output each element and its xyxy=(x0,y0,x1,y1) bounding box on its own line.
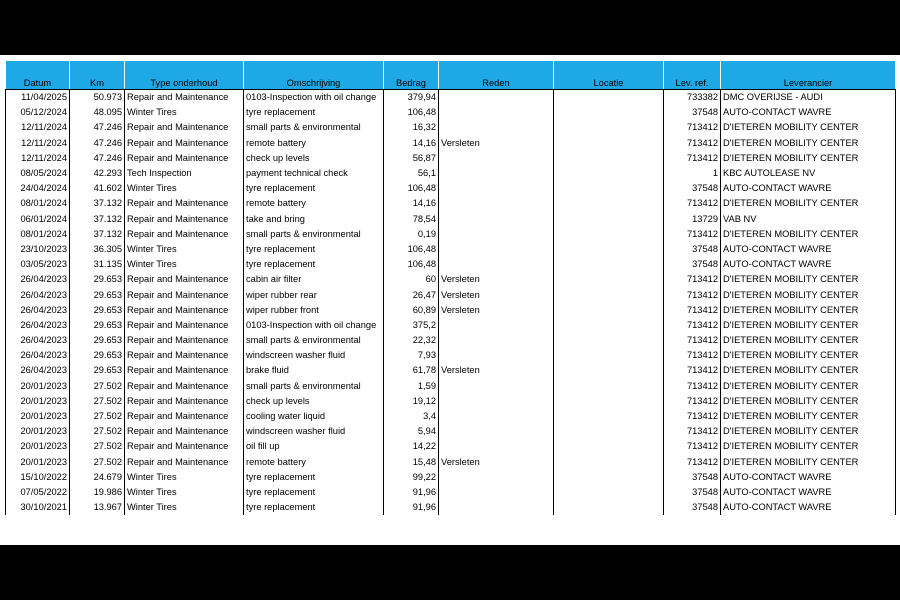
cell-bedrag[interactable]: 0,19 xyxy=(384,227,439,242)
cell-datum[interactable]: 26/04/2023 xyxy=(6,363,70,378)
cell-km[interactable]: 42.293 xyxy=(70,166,125,181)
cell-type-onderhoud[interactable]: Repair and Maintenance xyxy=(125,318,244,333)
cell-km[interactable]: 27.502 xyxy=(70,379,125,394)
cell-locatie[interactable] xyxy=(554,287,664,302)
cell-lev-ref[interactable]: 713412 xyxy=(664,136,721,151)
cell-omschrijving[interactable]: cabin air filter xyxy=(244,272,384,287)
table-row xyxy=(6,105,896,120)
cell-km[interactable]: 29.653 xyxy=(70,287,125,302)
cell-leverancier[interactable]: VAB NV xyxy=(721,212,896,227)
cell-locatie[interactable] xyxy=(554,394,664,409)
cell-lev-ref[interactable]: 713412 xyxy=(664,227,721,242)
maintenance-sheet xyxy=(0,55,900,545)
cell-bedrag[interactable]: 14,22 xyxy=(384,439,439,454)
table-row xyxy=(6,363,896,378)
cell-lev-ref[interactable]: 713412 xyxy=(664,151,721,166)
cell-omschrijving[interactable]: small parts & environmental xyxy=(244,379,384,394)
cell-type-onderhoud[interactable]: Repair and Maintenance xyxy=(125,439,244,454)
cell-type-onderhoud[interactable]: Repair and Maintenance xyxy=(125,303,244,318)
cell-reden[interactable] xyxy=(439,181,554,196)
cell-leverancier[interactable]: KBC AUTOLEASE NV xyxy=(721,166,896,181)
cell-bedrag[interactable]: 61,78 xyxy=(384,363,439,378)
cell-type-onderhoud[interactable]: Winter Tires xyxy=(125,257,244,272)
cell-datum[interactable]: 08/01/2024 xyxy=(6,227,70,242)
cell-reden[interactable] xyxy=(439,409,554,424)
cell-bedrag[interactable]: 60,89 xyxy=(384,303,439,318)
cell-datum[interactable]: 12/11/2024 xyxy=(6,151,70,166)
cell-leverancier[interactable]: D'IETEREN MOBILITY CENTER xyxy=(721,333,896,348)
cell-bedrag[interactable]: 106,48 xyxy=(384,242,439,257)
cell-reden[interactable] xyxy=(439,227,554,242)
maintenance-table xyxy=(5,60,896,515)
cell-omschrijving[interactable]: tyre replacement xyxy=(244,181,384,196)
cell-lev-ref[interactable]: 13729 xyxy=(664,212,721,227)
cell-km[interactable]: 27.502 xyxy=(70,394,125,409)
cell-lev-ref[interactable]: 713412 xyxy=(664,348,721,363)
cell-datum[interactable]: 26/04/2023 xyxy=(6,287,70,302)
cell-lev-ref[interactable]: 713412 xyxy=(664,333,721,348)
cell-bedrag[interactable]: 1,59 xyxy=(384,379,439,394)
cell-locatie[interactable] xyxy=(554,470,664,485)
cell-bedrag[interactable]: 7,93 xyxy=(384,348,439,363)
cell-reden[interactable] xyxy=(439,257,554,272)
cell-type-onderhoud[interactable]: Winter Tires xyxy=(125,181,244,196)
table-row xyxy=(6,181,896,196)
cell-bedrag[interactable]: 375,2 xyxy=(384,318,439,333)
cell-reden[interactable]: Versleten xyxy=(439,136,554,151)
cell-omschrijving[interactable]: windscreen washer fluid xyxy=(244,424,384,439)
table-row xyxy=(6,439,896,454)
cell-leverancier[interactable]: D'IETEREN MOBILITY CENTER xyxy=(721,409,896,424)
table-row xyxy=(6,379,896,394)
table-row xyxy=(6,257,896,272)
cell-leverancier[interactable]: D'IETEREN MOBILITY CENTER xyxy=(721,363,896,378)
cell-leverancier[interactable]: AUTO-CONTACT WAVRE xyxy=(721,500,896,515)
cell-locatie[interactable] xyxy=(554,455,664,470)
cell-reden[interactable] xyxy=(439,120,554,135)
cell-lev-ref[interactable]: 713412 xyxy=(664,120,721,135)
table-row xyxy=(6,455,896,470)
cell-datum[interactable]: 05/12/2024 xyxy=(6,105,70,120)
cell-leverancier[interactable]: AUTO-CONTACT WAVRE xyxy=(721,485,896,500)
cell-datum[interactable]: 20/01/2023 xyxy=(6,379,70,394)
cell-omschrijving[interactable]: brake fluid xyxy=(244,363,384,378)
cell-km[interactable]: 27.502 xyxy=(70,455,125,470)
column-header-leverancier[interactable]: Leverancier xyxy=(721,61,896,90)
cell-bedrag[interactable]: 56,87 xyxy=(384,151,439,166)
cell-locatie[interactable] xyxy=(554,409,664,424)
cell-locatie[interactable] xyxy=(554,348,664,363)
cell-lev-ref[interactable]: 713412 xyxy=(664,394,721,409)
cell-omschrijving[interactable]: remote battery xyxy=(244,455,384,470)
cell-type-onderhoud[interactable]: Repair and Maintenance xyxy=(125,455,244,470)
cell-leverancier[interactable]: D'IETEREN MOBILITY CENTER xyxy=(721,394,896,409)
cell-lev-ref[interactable]: 713412 xyxy=(664,303,721,318)
cell-locatie[interactable] xyxy=(554,272,664,287)
cell-omschrijving[interactable]: small parts & environmental xyxy=(244,120,384,135)
cell-locatie[interactable] xyxy=(554,90,664,106)
column-header-datum[interactable]: Datum xyxy=(6,61,70,90)
cell-datum[interactable]: 08/05/2024 xyxy=(6,166,70,181)
cell-omschrijving[interactable]: cooling water liquid xyxy=(244,409,384,424)
cell-datum[interactable]: 12/11/2024 xyxy=(6,120,70,135)
cell-km[interactable]: 27.502 xyxy=(70,424,125,439)
cell-reden[interactable]: Versleten xyxy=(439,363,554,378)
cell-type-onderhoud[interactable]: Repair and Maintenance xyxy=(125,272,244,287)
cell-type-onderhoud[interactable]: Tech Inspection xyxy=(125,166,244,181)
cell-lev-ref[interactable]: 37548 xyxy=(664,257,721,272)
cell-omschrijving[interactable]: wiper rubber rear xyxy=(244,287,384,302)
cell-leverancier[interactable]: DMC OVERIJSE - AUDI xyxy=(721,90,896,106)
cell-bedrag[interactable]: 14,16 xyxy=(384,136,439,151)
cell-type-onderhoud[interactable]: Repair and Maintenance xyxy=(125,409,244,424)
cell-reden[interactable] xyxy=(439,485,554,500)
column-header-omschrijving[interactable]: Omschrijving xyxy=(244,61,384,90)
cell-datum[interactable]: 20/01/2023 xyxy=(6,394,70,409)
cell-km[interactable]: 19.986 xyxy=(70,485,125,500)
cell-omschrijving[interactable]: tyre replacement xyxy=(244,257,384,272)
cell-type-onderhoud[interactable]: Repair and Maintenance xyxy=(125,287,244,302)
cell-bedrag[interactable]: 106,48 xyxy=(384,105,439,120)
cell-bedrag[interactable]: 91,96 xyxy=(384,500,439,515)
cell-leverancier[interactable]: AUTO-CONTACT WAVRE xyxy=(721,470,896,485)
cell-omschrijving[interactable]: remote battery xyxy=(244,136,384,151)
cell-type-onderhoud[interactable]: Repair and Maintenance xyxy=(125,212,244,227)
cell-bedrag[interactable]: 26,47 xyxy=(384,287,439,302)
cell-reden[interactable] xyxy=(439,105,554,120)
cell-leverancier[interactable]: D'IETEREN MOBILITY CENTER xyxy=(721,120,896,135)
cell-km[interactable]: 37.132 xyxy=(70,227,125,242)
table-row xyxy=(6,333,896,348)
cell-leverancier[interactable]: D'IETEREN MOBILITY CENTER xyxy=(721,303,896,318)
cell-type-onderhoud[interactable]: Repair and Maintenance xyxy=(125,394,244,409)
cell-reden[interactable] xyxy=(439,439,554,454)
cell-lev-ref[interactable]: 713412 xyxy=(664,439,721,454)
cell-omschrijving[interactable]: check up levels xyxy=(244,151,384,166)
cell-leverancier[interactable]: D'IETEREN MOBILITY CENTER xyxy=(721,196,896,211)
table-row xyxy=(6,318,896,333)
cell-reden[interactable] xyxy=(439,500,554,515)
cell-lev-ref[interactable]: 713412 xyxy=(664,409,721,424)
cell-km[interactable]: 13.967 xyxy=(70,500,125,515)
cell-type-onderhoud[interactable]: Repair and Maintenance xyxy=(125,379,244,394)
cell-type-onderhoud[interactable]: Repair and Maintenance xyxy=(125,196,244,211)
cell-lev-ref[interactable]: 37548 xyxy=(664,242,721,257)
cell-lev-ref[interactable]: 37548 xyxy=(664,500,721,515)
cell-reden[interactable] xyxy=(439,318,554,333)
cell-bedrag[interactable]: 106,48 xyxy=(384,181,439,196)
cell-leverancier[interactable]: D'IETEREN MOBILITY CENTER xyxy=(721,424,896,439)
cell-locatie[interactable] xyxy=(554,242,664,257)
cell-type-onderhoud[interactable]: Winter Tires xyxy=(125,470,244,485)
cell-reden[interactable] xyxy=(439,242,554,257)
table-row xyxy=(6,500,896,515)
cell-lev-ref[interactable]: 713412 xyxy=(664,272,721,287)
cell-omschrijving[interactable]: payment technical check xyxy=(244,166,384,181)
cell-locatie[interactable] xyxy=(554,379,664,394)
cell-km[interactable]: 24.679 xyxy=(70,470,125,485)
cell-locatie[interactable] xyxy=(554,363,664,378)
cell-datum[interactable]: 06/01/2024 xyxy=(6,212,70,227)
table-row xyxy=(6,90,896,106)
cell-omschrijving[interactable]: small parts & environmental xyxy=(244,333,384,348)
cell-km[interactable]: 50.973 xyxy=(70,90,125,106)
cell-reden[interactable] xyxy=(439,212,554,227)
cell-datum[interactable]: 30/10/2021 xyxy=(6,500,70,515)
cell-type-onderhoud[interactable]: Repair and Maintenance xyxy=(125,90,244,106)
cell-locatie[interactable] xyxy=(554,196,664,211)
cell-leverancier[interactable]: AUTO-CONTACT WAVRE xyxy=(721,242,896,257)
cell-locatie[interactable] xyxy=(554,166,664,181)
cell-km[interactable]: 47.246 xyxy=(70,136,125,151)
cell-omschrijving[interactable]: small parts & environmental xyxy=(244,227,384,242)
cell-locatie[interactable] xyxy=(554,151,664,166)
cell-leverancier[interactable]: D'IETEREN MOBILITY CENTER xyxy=(721,348,896,363)
table-row xyxy=(6,196,896,211)
cell-bedrag[interactable]: 56,1 xyxy=(384,166,439,181)
cell-locatie[interactable] xyxy=(554,136,664,151)
cell-bedrag[interactable]: 91,96 xyxy=(384,485,439,500)
cell-omschrijving[interactable]: tyre replacement xyxy=(244,242,384,257)
cell-omschrijving[interactable]: 0103-Inspection with oil change xyxy=(244,90,384,106)
cell-bedrag[interactable]: 60 xyxy=(384,272,439,287)
cell-datum[interactable]: 20/01/2023 xyxy=(6,439,70,454)
cell-leverancier[interactable]: D'IETEREN MOBILITY CENTER xyxy=(721,439,896,454)
cell-km[interactable]: 29.653 xyxy=(70,303,125,318)
cell-bedrag[interactable]: 99,22 xyxy=(384,470,439,485)
cell-type-onderhoud[interactable]: Winter Tires xyxy=(125,105,244,120)
cell-type-onderhoud[interactable]: Repair and Maintenance xyxy=(125,333,244,348)
table-row xyxy=(6,227,896,242)
cell-locatie[interactable] xyxy=(554,333,664,348)
cell-lev-ref[interactable]: 713412 xyxy=(664,196,721,211)
cell-km[interactable]: 41.602 xyxy=(70,181,125,196)
cell-omschrijving[interactable]: take and bring xyxy=(244,212,384,227)
cell-bedrag[interactable]: 78,54 xyxy=(384,212,439,227)
cell-reden[interactable] xyxy=(439,196,554,211)
cell-locatie[interactable] xyxy=(554,105,664,120)
cell-reden[interactable] xyxy=(439,348,554,363)
cell-reden[interactable]: Versleten xyxy=(439,272,554,287)
column-header-reden[interactable]: Reden xyxy=(439,61,554,90)
cell-reden[interactable] xyxy=(439,151,554,166)
column-header-locatie[interactable]: Locatie xyxy=(554,61,664,90)
cell-omschrijving[interactable]: tyre replacement xyxy=(244,105,384,120)
cell-reden[interactable] xyxy=(439,333,554,348)
cell-datum[interactable]: 26/04/2023 xyxy=(6,272,70,287)
cell-omschrijving[interactable]: oil fill up xyxy=(244,439,384,454)
cell-locatie[interactable] xyxy=(554,424,664,439)
cell-type-onderhoud[interactable]: Repair and Maintenance xyxy=(125,227,244,242)
table-row xyxy=(6,470,896,485)
table-body xyxy=(6,90,896,516)
cell-bedrag[interactable]: 5,94 xyxy=(384,424,439,439)
cell-leverancier[interactable]: AUTO-CONTACT WAVRE xyxy=(721,105,896,120)
cell-type-onderhoud[interactable]: Repair and Maintenance xyxy=(125,136,244,151)
cell-type-onderhoud[interactable]: Winter Tires xyxy=(125,485,244,500)
table-header-row xyxy=(6,61,896,90)
cell-lev-ref[interactable]: 713412 xyxy=(664,318,721,333)
table-row xyxy=(6,485,896,500)
cell-leverancier[interactable]: D'IETEREN MOBILITY CENTER xyxy=(721,287,896,302)
cell-locatie[interactable] xyxy=(554,485,664,500)
cell-datum[interactable]: 23/10/2023 xyxy=(6,242,70,257)
cell-lev-ref[interactable]: 713412 xyxy=(664,363,721,378)
cell-lev-ref[interactable]: 37548 xyxy=(664,181,721,196)
cell-km[interactable]: 37.132 xyxy=(70,212,125,227)
cell-lev-ref[interactable]: 1 xyxy=(664,166,721,181)
cell-omschrijving[interactable]: windscreen washer fluid xyxy=(244,348,384,363)
cell-type-onderhoud[interactable]: Repair and Maintenance xyxy=(125,348,244,363)
cell-leverancier[interactable]: D'IETEREN MOBILITY CENTER xyxy=(721,136,896,151)
cell-reden[interactable] xyxy=(439,379,554,394)
cell-type-onderhoud[interactable]: Repair and Maintenance xyxy=(125,363,244,378)
cell-lev-ref[interactable]: 37548 xyxy=(664,485,721,500)
table-row xyxy=(6,272,896,287)
cell-datum[interactable]: 26/04/2023 xyxy=(6,348,70,363)
cell-omschrijving[interactable]: wiper rubber front xyxy=(244,303,384,318)
cell-type-onderhoud[interactable]: Repair and Maintenance xyxy=(125,424,244,439)
cell-datum[interactable]: 11/04/2025 xyxy=(6,90,70,106)
cell-datum[interactable]: 24/04/2024 xyxy=(6,181,70,196)
column-header-bedrag[interactable]: Bedrag xyxy=(384,61,439,90)
table-row xyxy=(6,394,896,409)
cell-reden[interactable] xyxy=(439,470,554,485)
cell-datum[interactable]: 20/01/2023 xyxy=(6,409,70,424)
cell-km[interactable]: 48.095 xyxy=(70,105,125,120)
column-header-lev-ref[interactable]: Lev. ref. xyxy=(664,61,721,90)
cell-datum[interactable]: 26/04/2023 xyxy=(6,303,70,318)
cell-locatie[interactable] xyxy=(554,318,664,333)
cell-leverancier[interactable]: D'IETEREN MOBILITY CENTER xyxy=(721,151,896,166)
cell-type-onderhoud[interactable]: Repair and Maintenance xyxy=(125,120,244,135)
table-row xyxy=(6,303,896,318)
cell-omschrijving[interactable]: remote battery xyxy=(244,196,384,211)
cell-km[interactable]: 29.653 xyxy=(70,272,125,287)
cell-bedrag[interactable]: 14,16 xyxy=(384,196,439,211)
cell-lev-ref[interactable]: 37548 xyxy=(664,105,721,120)
cell-omschrijving[interactable]: tyre replacement xyxy=(244,470,384,485)
table-row xyxy=(6,242,896,257)
column-header-type-onderhoud[interactable]: Type onderhoud xyxy=(125,61,244,90)
cell-lev-ref[interactable]: 713412 xyxy=(664,379,721,394)
cell-leverancier[interactable]: D'IETEREN MOBILITY CENTER xyxy=(721,318,896,333)
cell-datum[interactable]: 20/01/2023 xyxy=(6,424,70,439)
cell-reden[interactable] xyxy=(439,90,554,106)
cell-bedrag[interactable]: 379,94 xyxy=(384,90,439,106)
cell-lev-ref[interactable]: 713412 xyxy=(664,455,721,470)
cell-type-onderhoud[interactable]: Winter Tires xyxy=(125,242,244,257)
cell-datum[interactable]: 26/04/2023 xyxy=(6,333,70,348)
cell-locatie[interactable] xyxy=(554,257,664,272)
cell-omschrijving[interactable]: tyre replacement xyxy=(244,500,384,515)
cell-locatie[interactable] xyxy=(554,181,664,196)
cell-km[interactable]: 47.246 xyxy=(70,120,125,135)
cell-locatie[interactable] xyxy=(554,500,664,515)
cell-leverancier[interactable]: D'IETEREN MOBILITY CENTER xyxy=(721,272,896,287)
cell-omschrijving[interactable]: 0103-Inspection with oil change xyxy=(244,318,384,333)
cell-type-onderhoud[interactable]: Winter Tires xyxy=(125,500,244,515)
cell-datum[interactable]: 03/05/2023 xyxy=(6,257,70,272)
table-row xyxy=(6,409,896,424)
cell-datum[interactable]: 12/11/2024 xyxy=(6,136,70,151)
cell-locatie[interactable] xyxy=(554,212,664,227)
cell-lev-ref[interactable]: 733382 xyxy=(664,90,721,106)
table-row xyxy=(6,136,896,151)
cell-omschrijving[interactable]: check up levels xyxy=(244,394,384,409)
table-row xyxy=(6,348,896,363)
cell-leverancier[interactable]: D'IETEREN MOBILITY CENTER xyxy=(721,379,896,394)
cell-locatie[interactable] xyxy=(554,303,664,318)
table-row xyxy=(6,287,896,302)
cell-lev-ref[interactable]: 713412 xyxy=(664,287,721,302)
cell-datum[interactable]: 07/05/2022 xyxy=(6,485,70,500)
cell-km[interactable]: 27.502 xyxy=(70,409,125,424)
cell-datum[interactable]: 20/01/2023 xyxy=(6,455,70,470)
cell-datum[interactable]: 15/10/2022 xyxy=(6,470,70,485)
cell-leverancier[interactable]: AUTO-CONTACT WAVRE xyxy=(721,181,896,196)
cell-km[interactable]: 29.653 xyxy=(70,333,125,348)
cell-bedrag[interactable]: 106,48 xyxy=(384,257,439,272)
cell-reden[interactable]: Versleten xyxy=(439,455,554,470)
cell-km[interactable]: 36.305 xyxy=(70,242,125,257)
cell-reden[interactable]: Versleten xyxy=(439,287,554,302)
cell-locatie[interactable] xyxy=(554,120,664,135)
cell-lev-ref[interactable]: 37548 xyxy=(664,470,721,485)
cell-bedrag[interactable]: 22,32 xyxy=(384,333,439,348)
cell-datum[interactable]: 08/01/2024 xyxy=(6,196,70,211)
cell-reden[interactable] xyxy=(439,394,554,409)
cell-km[interactable]: 29.653 xyxy=(70,348,125,363)
cell-km[interactable]: 29.653 xyxy=(70,363,125,378)
cell-km[interactable]: 47.246 xyxy=(70,151,125,166)
cell-leverancier[interactable]: D'IETEREN MOBILITY CENTER xyxy=(721,455,896,470)
cell-lev-ref[interactable]: 713412 xyxy=(664,424,721,439)
column-header-km[interactable]: Km xyxy=(70,61,125,90)
cell-km[interactable]: 27.502 xyxy=(70,439,125,454)
cell-km[interactable]: 29.653 xyxy=(70,318,125,333)
cell-locatie[interactable] xyxy=(554,227,664,242)
cell-type-onderhoud[interactable]: Repair and Maintenance xyxy=(125,151,244,166)
table-row xyxy=(6,166,896,181)
cell-bedrag[interactable]: 3,4 xyxy=(384,409,439,424)
cell-datum[interactable]: 26/04/2023 xyxy=(6,318,70,333)
cell-leverancier[interactable]: AUTO-CONTACT WAVRE xyxy=(721,257,896,272)
table-row xyxy=(6,120,896,135)
cell-locatie[interactable] xyxy=(554,439,664,454)
cell-bedrag[interactable]: 19,12 xyxy=(384,394,439,409)
table-row xyxy=(6,424,896,439)
table-row xyxy=(6,212,896,227)
cell-bedrag[interactable]: 16,32 xyxy=(384,120,439,135)
cell-omschrijving[interactable]: tyre replacement xyxy=(244,485,384,500)
cell-km[interactable]: 37.132 xyxy=(70,196,125,211)
table-row xyxy=(6,151,896,166)
cell-reden[interactable]: Versleten xyxy=(439,303,554,318)
cell-leverancier[interactable]: D'IETEREN MOBILITY CENTER xyxy=(721,227,896,242)
cell-reden[interactable] xyxy=(439,424,554,439)
cell-reden[interactable] xyxy=(439,166,554,181)
cell-km[interactable]: 31.135 xyxy=(70,257,125,272)
cell-bedrag[interactable]: 15,48 xyxy=(384,455,439,470)
